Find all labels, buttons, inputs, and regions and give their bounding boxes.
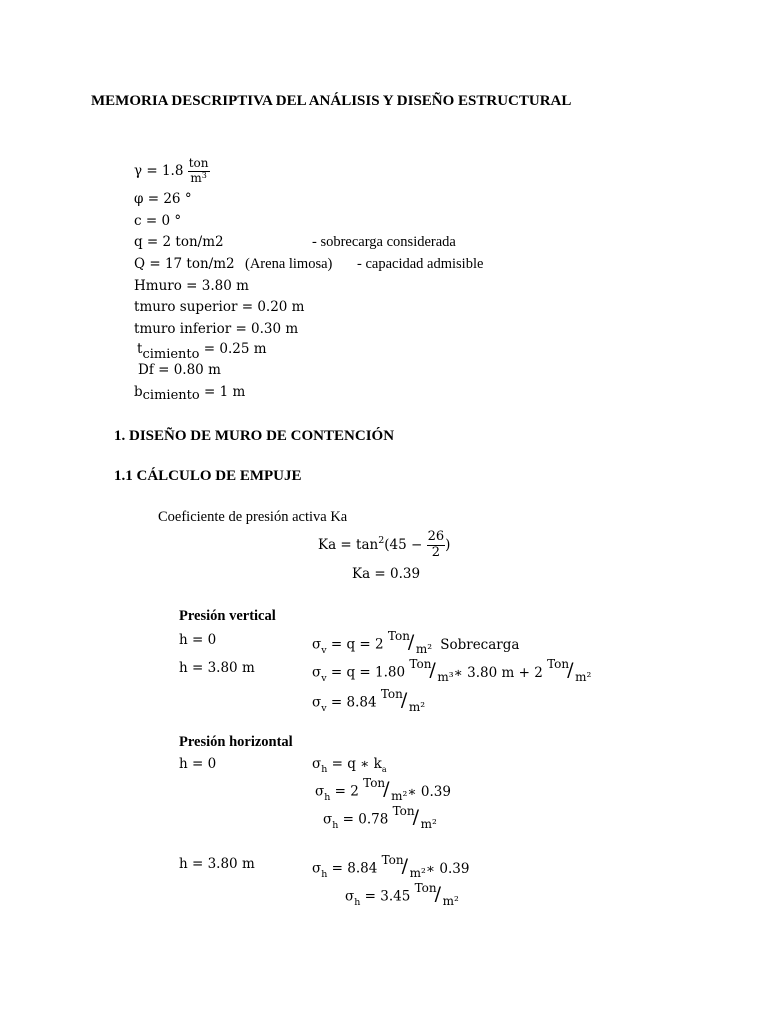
horizontal-h1-substitution: $\sigma_h = 8.84$ Ton / m² ∗ 0.39 [312, 853, 470, 880]
horizontal-h0-result: $\sigma_h = 0.78$ Ton / m² [323, 804, 437, 831]
param-b-cimiento: bcimiento = 1 m [134, 384, 246, 403]
param-H-muro: Hmuro = 3.80 m [134, 278, 249, 294]
vertical-h1-equation: $\sigma_v = q = 1.80$ Ton / m³ ∗ 3.80 m + 2 Ton / m² [312, 657, 592, 684]
param-phi: φ = 26 ° [134, 191, 192, 207]
param-c: c = 0 ° [134, 213, 182, 229]
param-q: q = 2 ton/m2 [134, 234, 224, 250]
ka-intro: Coeficiente de presión activa Ka [158, 509, 348, 525]
param-Q-note: - capacidad admisible [357, 256, 484, 272]
param-Df: Df = 0.80 m [138, 362, 221, 378]
param-q-note: - sobrecarga considerada [312, 234, 456, 250]
gamma-unit-num: ton [188, 156, 209, 170]
param-t-muro-superior: tmuro superior = 0.20 m [134, 299, 305, 315]
gamma-lhs: γ = 1.8 [134, 162, 184, 179]
vertical-result: $\sigma_v = 8.84$ Ton / m² [312, 687, 426, 714]
section-1-heading: 1. DISEÑO DE MURO DE CONTENCIÓN [114, 428, 395, 444]
document-title: MEMORIA DESCRIPTIVA DEL ANÁLISIS Y DISEÑO ESTRUCTURAL [91, 93, 572, 109]
param-Q-soil: (Arena limosa) [245, 256, 333, 272]
param-t-cimiento: tcimiento = 0.25 m [137, 341, 267, 362]
horizontal-h1-result: $\sigma_h = 3.45$ Ton / m² [345, 881, 459, 908]
surcharge-note: Sobrecarga [440, 636, 520, 653]
horizontal-h1-label: h = 3.80 m [179, 856, 255, 872]
param-t-muro-inferior: tmuro inferior = 0.30 m [134, 321, 299, 337]
horizontal-pressure-heading: Presión horizontal [179, 734, 293, 750]
horizontal-h0-label: h = 0 [179, 756, 217, 772]
vertical-pressure-heading: Presión vertical [179, 608, 276, 624]
vertical-h0-label: h = 0 [179, 632, 217, 648]
ka-result: Ka = 0.39 [352, 566, 421, 582]
param-gamma [134, 157, 210, 186]
horizontal-h0-formula: $\sigma_h = q$ ∗ $k_a$ [312, 756, 387, 775]
param-Q: Q = 17 ton/m2 [134, 256, 235, 272]
gamma-unit [188, 157, 210, 186]
horizontal-h0-substitution: $\sigma_h = 2$ Ton / m² ∗ 0.39 [315, 776, 451, 803]
section-1-1-heading: 1.1 CÁLCULO DE EMPUJE [114, 468, 302, 484]
gamma-unit-den: $m^3$ [188, 171, 210, 186]
ka-equation: $Ka = \tan^2(45$ − $\frac{26}{2}$ ) [318, 529, 451, 560]
vertical-h0-equation: $\sigma_v = q = 2$ Ton / m² Sobrecarga [312, 629, 520, 656]
vertical-h1-label: h = 3.80 m [179, 660, 255, 676]
